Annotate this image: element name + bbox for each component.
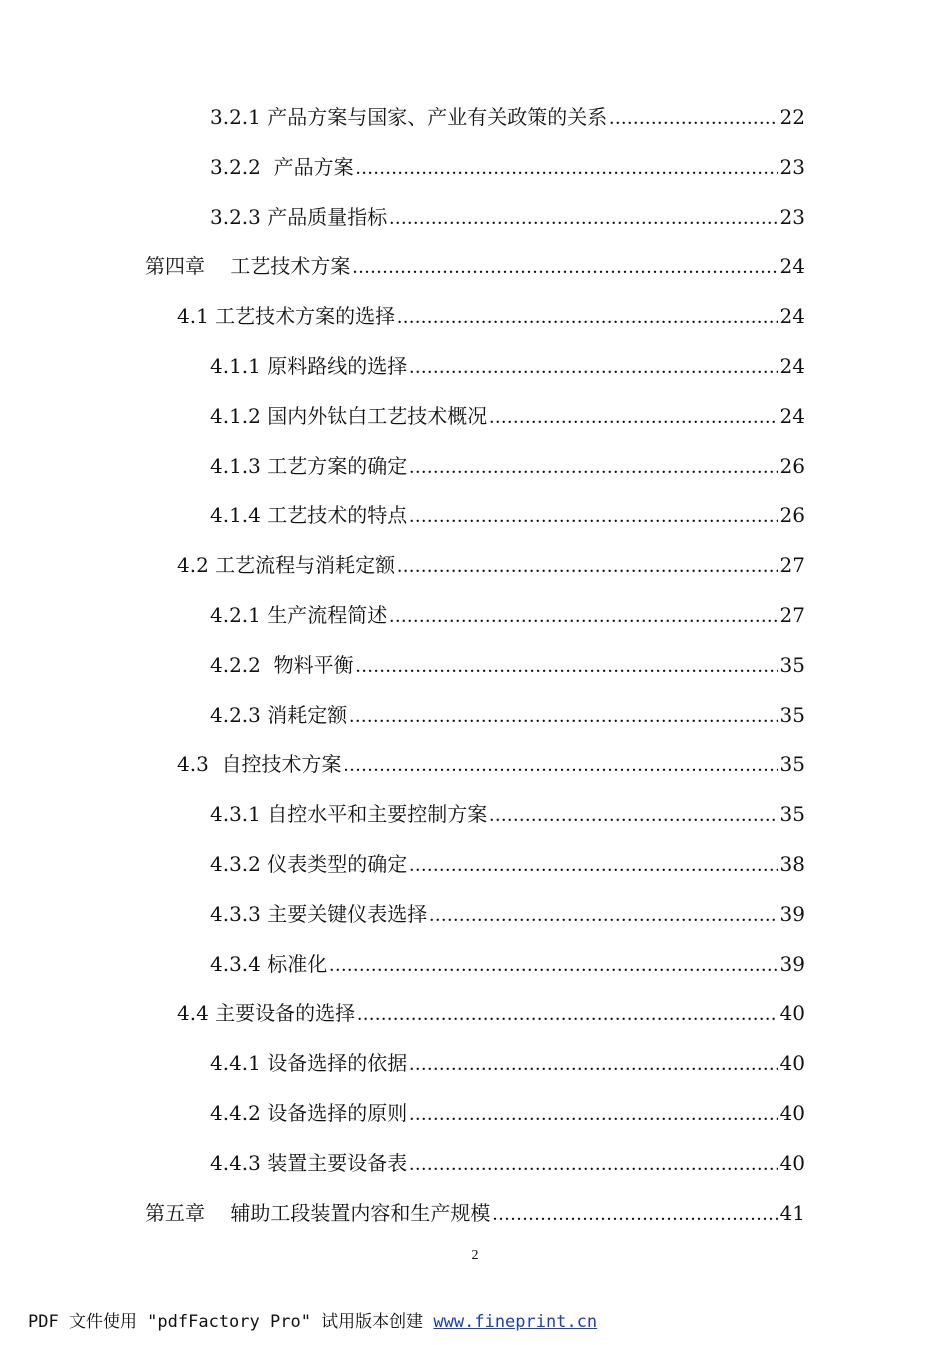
toc-leader-dots xyxy=(356,652,778,680)
toc-entry[interactable] xyxy=(177,302,805,331)
toc-entry[interactable] xyxy=(210,402,805,431)
footer-text: PDF 文件使用 "pdfFactory Pro" 试用版本创建 xyxy=(28,1312,434,1332)
toc-entry-page: 38 xyxy=(779,852,805,876)
toc-leader-dots xyxy=(489,403,777,431)
toc-leader-dots xyxy=(609,104,777,132)
toc-entry-label: 4.2.1 生产流程简述 xyxy=(210,603,388,627)
toc-entry[interactable] xyxy=(210,452,805,481)
toc-entry-page: 39 xyxy=(779,951,805,976)
toc-entry-page: 24 xyxy=(779,403,805,428)
toc-entry-label: 4.3.4 标准化 xyxy=(210,951,328,976)
toc-entry[interactable] xyxy=(177,551,805,580)
toc-entry-page: 24 xyxy=(779,254,805,279)
toc-leader-dots xyxy=(389,204,777,232)
toc-entry[interactable] xyxy=(210,900,805,929)
toc-entry-label: 4.1.3 工艺方案的确定 xyxy=(210,453,408,478)
toc-leader-dots xyxy=(409,1050,777,1078)
toc-entry-label: 4.2.3 消耗定额 xyxy=(210,702,348,727)
toc-entry-label: 第四章 工艺技术方案 xyxy=(145,254,351,279)
toc-entry-page: 27 xyxy=(779,603,805,627)
toc-entry[interactable] xyxy=(177,750,805,779)
toc-entry[interactable] xyxy=(177,999,805,1028)
toc-entry[interactable] xyxy=(210,701,805,730)
toc-leader-dots xyxy=(356,154,778,182)
toc-entry-label: 第五章 辅助工段装置内容和生产规模 xyxy=(145,1200,491,1225)
toc-entry-page: 40 xyxy=(779,1001,805,1026)
toc-entry-label: 4.3 自控技术方案 xyxy=(177,752,342,777)
toc-entry-page: 40 xyxy=(779,1150,805,1175)
toc-entry[interactable] xyxy=(210,203,805,232)
toc-entry[interactable] xyxy=(210,850,805,879)
toc-entry[interactable] xyxy=(210,153,805,182)
toc-leader-dots xyxy=(397,303,777,331)
toc-entry-page: 24 xyxy=(779,354,805,378)
toc-entry-label: 3.2.1 产品方案与国家、产业有关政策的关系 xyxy=(210,105,608,129)
toc-entry-page: 23 xyxy=(779,204,805,229)
toc-entry[interactable] xyxy=(210,1049,805,1078)
toc-leader-dots xyxy=(489,801,777,829)
toc-leader-dots xyxy=(409,1150,777,1178)
toc-entry-page: 24 xyxy=(779,304,805,329)
toc-entry-label: 4.1.2 国内外钛白工艺技术概况 xyxy=(210,403,488,428)
toc-entry-label: 4.4 主要设备的选择 xyxy=(177,1001,356,1026)
toc-entry-label: 4.1.4 工艺技术的特点 xyxy=(210,503,408,528)
toc-entry[interactable] xyxy=(210,1149,805,1178)
toc-entry[interactable] xyxy=(210,800,805,829)
toc-entry[interactable] xyxy=(145,1199,805,1228)
toc-leader-dots xyxy=(329,951,777,979)
toc-entry-label: 4.3.1 自控水平和主要控制方案 xyxy=(210,802,488,827)
toc-entry-page: 35 xyxy=(779,702,805,727)
toc-entry-label: 4.3.2 仪表类型的确定 xyxy=(210,852,408,876)
toc-entry-label: 4.4.1 设备选择的依据 xyxy=(210,1051,408,1076)
toc-entry[interactable] xyxy=(210,1099,805,1128)
toc-entry-label: 4.4.2 设备选择的原则 xyxy=(210,1101,408,1125)
toc-entry-label: 3.2.2 产品方案 xyxy=(210,154,354,179)
toc-entry-label: 4.1.1 原料路线的选择 xyxy=(210,354,408,378)
toc-entry-page: 41 xyxy=(779,1200,805,1225)
toc-leader-dots xyxy=(429,901,777,929)
toc-entry-page: 27 xyxy=(779,553,805,578)
toc-entry[interactable] xyxy=(210,651,805,680)
toc-entry[interactable] xyxy=(210,950,805,979)
toc-entry-label: 4.2 工艺流程与消耗定额 xyxy=(177,553,396,578)
toc-entry-page: 40 xyxy=(779,1051,805,1076)
toc-entry-page: 39 xyxy=(779,901,805,926)
toc-leader-dots xyxy=(409,502,777,530)
footer-link[interactable]: www.fineprint.cn xyxy=(433,1312,598,1332)
toc-entry-label: 4.1 工艺技术方案的选择 xyxy=(177,304,396,329)
toc-entry[interactable] xyxy=(210,601,805,630)
toc-leader-dots xyxy=(352,253,777,281)
pdf-footer xyxy=(28,1307,597,1332)
page-number: 2 xyxy=(471,1248,479,1263)
toc-entry-page: 40 xyxy=(779,1101,805,1125)
toc-leader-dots xyxy=(349,702,777,730)
toc-leader-dots xyxy=(397,552,777,580)
toc-leader-dots xyxy=(344,751,778,779)
toc-leader-dots xyxy=(409,353,777,381)
toc-leader-dots xyxy=(409,851,777,879)
toc-entry-page: 22 xyxy=(779,105,805,129)
toc-leader-dots xyxy=(492,1200,777,1228)
toc-entry[interactable] xyxy=(210,103,805,132)
toc-entry-page: 35 xyxy=(779,652,805,677)
toc-leader-dots xyxy=(409,453,777,481)
toc-leader-dots xyxy=(409,1100,777,1128)
toc-leader-dots xyxy=(357,1000,777,1028)
toc-entry-page: 35 xyxy=(779,802,805,827)
toc-entry[interactable] xyxy=(210,352,805,381)
toc-entry-label: 3.2.3 产品质量指标 xyxy=(210,204,388,229)
toc-leader-dots xyxy=(389,602,777,630)
toc-entry-page: 26 xyxy=(779,503,805,528)
toc-entry[interactable] xyxy=(145,252,805,281)
toc-entry-label: 4.4.3 装置主要设备表 xyxy=(210,1150,408,1175)
toc-entry-page: 23 xyxy=(779,154,805,179)
toc-entry[interactable] xyxy=(210,501,805,530)
toc-entry-label: 4.3.3 主要关键仪表选择 xyxy=(210,901,428,926)
toc-entry-label: 4.2.2 物料平衡 xyxy=(210,652,354,677)
toc-entry-page: 26 xyxy=(779,453,805,478)
toc-entry-page: 35 xyxy=(779,752,805,777)
